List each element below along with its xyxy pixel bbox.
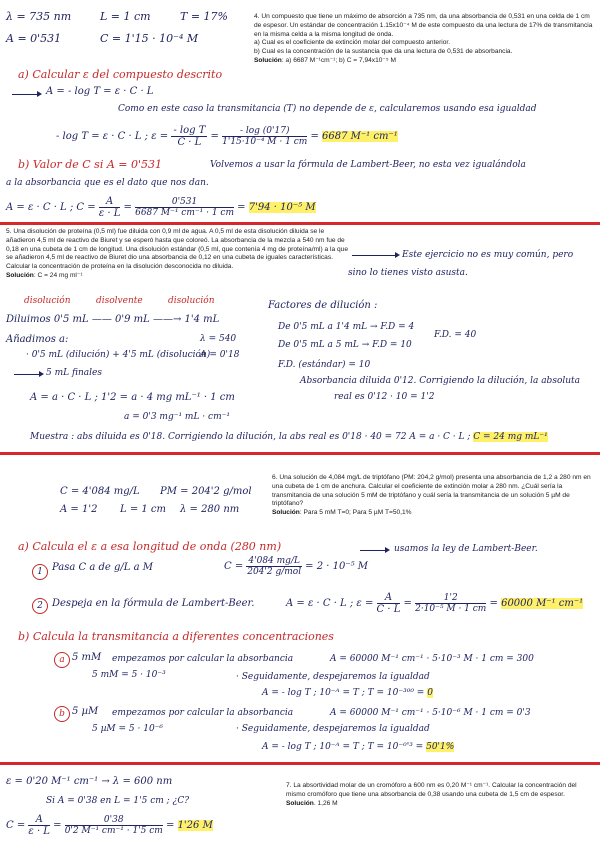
concentration-result: 1'26 M xyxy=(177,820,213,831)
step-2-text: Despeja en la fórmula de Lambert-Beer. xyxy=(52,598,255,609)
case-a-badge: a xyxy=(54,652,70,668)
problem-5-statement: 5. Una disolución de proteína (0,5 ml) fue diluida con 0,9 ml de agua. A 0,5 ml de esta disolución diluida se le añadieron 4,5 ml de reactivo de Biuret y se esperó hasta que coloreó. La absorbancia de la mezcla a 540 nm fue de 0,18 en una cubeta de 1 cm de longitud. Una disolución estándar (0,5 ml, que contenía 4 mg de proteína/ml) a la que se añadieron 4,5 ml de reactivo de Biuret dio una absorbancia de 0,12 en una cubeta de iguales características. Calcular la concentración de proteína en la disolución desconocida no diluida. Solución: C = 24 mg ml⁻¹ xyxy=(6,228,348,279)
correction-note: Absorbancia diluida 0'12. Corrigiendo la dilución, la absoluta xyxy=(300,376,581,386)
arrow xyxy=(360,550,388,551)
step-2-badge: 2 xyxy=(32,598,48,614)
dilution-factor-1: De 0'5 mL a 1'4 mL → F.D = 4 xyxy=(278,322,415,332)
problem-7-statement: 7. La absortividad molar de un cromóforo a 600 nm es 0,20 M⁻¹ cm⁻¹. Calcular la concentración del mismo cromóforo que tiene una absorbancia de 0,38 usando una cubeta de 1,5 cm de espesor. Solución. 1,26 M xyxy=(286,782,577,807)
note-lambert-beer: Volvemos a usar la fórmula de Lambert-Beer, no esta vez igualándola xyxy=(210,160,526,170)
part-a-title: a) Calcula el ε a esa longitud de onda (280 nm) xyxy=(18,540,282,553)
case-5uM-text: empezamos por calcular la absorbancia xyxy=(112,708,294,718)
correction-note-2: real es 0'12 · 10 = 1'2 xyxy=(334,392,435,402)
data-length: L = 1 cm xyxy=(100,10,151,23)
separator-line xyxy=(0,222,600,225)
concentration-result: 7'94 · 10⁻⁵ M xyxy=(248,202,316,213)
arrow xyxy=(352,255,398,256)
data-molar-mass: PM = 204'2 g/mol xyxy=(160,486,252,497)
data-transmittance: T = 17% xyxy=(180,10,228,23)
data-epsilon: ε = 0'20 M⁻¹ cm⁻¹ → λ = 600 nm xyxy=(6,776,173,787)
beer-standard: A = a · C · L ; 1'2 = a · 4 mg mL⁻¹ · 1 cm xyxy=(30,392,235,403)
label-add: Añadimos a: xyxy=(6,334,69,345)
case-5mM-transmittance: A = - log T ; 10⁻ᴬ = T ; T = 10⁻³⁰⁰ = 0 xyxy=(262,688,433,698)
data-concentration-mass: C = 4'084 mg/L xyxy=(60,486,140,497)
solve-concentration: C = $\frac{A}{\varepsilon \cdot L}$ = $\frac{0'38}{\text{0'2 M⁻¹ cm⁻¹ · 1'5 cm}}$ = 1'26 M xyxy=(6,814,213,837)
part-a-title: a) Calcular ε del compuesto descrito xyxy=(18,68,223,81)
solve-epsilon: - log T = ε · C · L ; ε = $\frac{\text{- log T}}{C \cdot L}$ = $\frac{- \log (0'17)}{\text{1'15·10⁻⁴ M · 1 cm}}$ = 6687 M⁻¹ cm⁻¹ xyxy=(56,125,398,148)
note-lambert-beer-2: a la absorbancia que es el dato que nos dan. xyxy=(6,178,209,188)
beer-law-equation: A = - log T = ε · C · L xyxy=(46,86,154,97)
case-5mM: 5 mM xyxy=(72,652,102,663)
note-lambert-beer: usamos la ley de Lambert-Beer. xyxy=(394,544,538,554)
protein-result: C = 24 mg mL⁻¹ xyxy=(473,432,548,442)
data-lambda: λ = 735 nm xyxy=(6,10,72,23)
part-b-title: b) Valor de C si A = 0'531 xyxy=(18,158,163,171)
sample-correction: Muestra : abs diluida es 0'18. Corrigiendo la dilución, la abs real es 0'18 · 40 = 72 A = a · C · L ; C = 24 mg mL⁻¹ xyxy=(30,432,548,442)
add-row: · 0'5 mL (dilución) + 4'5 mL (disolución) xyxy=(26,350,211,360)
step-1-badge: 1 xyxy=(32,564,48,580)
epsilon-result: 6687 M⁻¹ cm⁻¹ xyxy=(322,131,398,142)
data-absorbance: A = 0'531 xyxy=(6,32,62,45)
case-5uM-conversion: 5 µM = 5 · 10⁻⁶ xyxy=(92,724,164,734)
case-b-badge: b xyxy=(54,706,70,722)
separator-line xyxy=(0,762,600,765)
label-solution: disolución xyxy=(24,296,71,306)
note-uncommon: Este ejercicio no es muy común, pero xyxy=(402,250,574,260)
problem-6-statement: 6. Una solución de 4,084 mg/L de triptófano (PM: 204,2 g/mol) presenta una absorbancia de 1,2 a 280 nm en una cubeta de 1 cm de anchura. Calcular el coeficiente de extinción molar a 280 nm. ¿Cuál sería la transmitancia de una solución 5 mM de triptófano y cuál sería la transmitancia de un solución 5 µM de triptófano? Solución: Para 5 mM T=0; Para 5 µM T=50,1% xyxy=(272,474,591,517)
case-5mM-next: · Seguidamente, despejaremos la igualdad xyxy=(236,672,430,682)
data-question: Si A = 0'38 en L = 1'5 cm ; ¿C? xyxy=(46,796,190,806)
transmittance-5uM-result: 50'1% xyxy=(426,742,455,752)
data-length: L = 1 cm xyxy=(120,504,167,515)
note-uncommon-2: sino lo tienes visto asusta. xyxy=(348,268,468,278)
step-2-epsilon: A = ε · C · L ; ε = $\frac{A}{C \cdot L}$ = $\frac{1'2}{\text{2·10⁻⁵ M · 1 cm}}$ = 60000 M⁻¹ cm⁻¹ xyxy=(286,592,584,615)
step-1-text: Pasa C a de g/L a M xyxy=(52,562,153,573)
dilution-factor-2: De 0'5 mL a 5 mL → F.D = 10 xyxy=(278,340,412,350)
note-transmittance: Como en este caso la transmitancia (T) no depende de ε, calcularemos usando esa igualdad xyxy=(118,104,537,114)
data-wavelength: λ = 280 nm xyxy=(180,504,240,515)
data-concentration: C = 1'15 · 10⁻⁴ M xyxy=(100,32,199,45)
absorbance-018: A = 0'18 xyxy=(200,350,240,360)
dilution-factors-title: Factores de dilución : xyxy=(268,300,378,311)
case-5mM-conversion: 5 mM = 5 · 10⁻³ xyxy=(92,670,166,680)
arrow xyxy=(12,94,40,95)
lambda-540: λ = 540 xyxy=(200,334,237,344)
data-absorbance: A = 1'2 xyxy=(60,504,98,515)
absorptivity-result: a = 0'3 mg⁻¹ mL · cm⁻¹ xyxy=(124,412,230,422)
step-1-conversion: C = $\frac{4'084 mg/L}{\text{204'2 g/mol}}$ = 2 · 10⁻⁵ M xyxy=(224,556,369,577)
case-5mM-text: empezamos por calcular la absorbancia xyxy=(112,654,294,664)
epsilon-result: 60000 M⁻¹ cm⁻¹ xyxy=(501,598,584,609)
case-5uM-transmittance: A = - log T ; 10⁻ᴬ = T ; T = 10⁻⁰'³ = 50'1% xyxy=(262,742,455,752)
label-solution-2: disolución xyxy=(168,296,215,306)
transmittance-5mM-result: 0 xyxy=(427,688,433,698)
arrow xyxy=(14,374,42,375)
separator-line xyxy=(0,452,600,455)
final-volume: 5 mL finales xyxy=(46,368,102,378)
dilution-factor-total: F.D. = 40 xyxy=(434,330,477,340)
dilution-row: Diluimos 0'5 mL —— 0'9 mL ——→ 1'4 mL xyxy=(6,314,220,325)
case-5mM-absorbance: A = 60000 M⁻¹ cm⁻¹ · 5·10⁻³ M · 1 cm = 300 xyxy=(330,654,534,664)
label-solvent: disolvente xyxy=(96,296,143,306)
case-5uM: 5 µM xyxy=(72,706,99,717)
case-5uM-absorbance: A = 60000 M⁻¹ cm⁻¹ · 5·10⁻⁶ M · 1 cm = 0'3 xyxy=(330,708,531,718)
case-5uM-next: · Seguidamente, despejaremos la igualdad xyxy=(236,724,430,734)
problem-4-statement: 4. Un compuesto que tiene un máximo de absorción a 735 nm, da una absorbancia de 0,531 en una celda de 1 cm de espesor. Un estándar de concentración 1.15x10⁻⁴ M de este compuesto da una lectura de 17% de transmitancia en la misma celda a la misma longitud de onda. a) Cual es el coeficiente de extinción molar del compuesto anterior. b) Cual es la concentración de la sustancia que da una lectura de 0,531 de absorbancia. Solución: a) 6687 M⁻¹cm⁻¹; b) C = 7,94x10⁻⁵ M xyxy=(254,13,593,64)
solve-concentration: A = ε · C · L ; C = $\frac{A}{\varepsilon \cdot L}$ = $\frac{0'531}{\text{6687 M⁻¹ cm⁻¹ · 1 cm}}$ = 7'94 · 10⁻⁵ M xyxy=(6,196,316,219)
dilution-factor-standard: F.D. (estándar) = 10 xyxy=(278,360,371,370)
part-b-title: b) Calcula la transmitancia a diferentes concentraciones xyxy=(18,630,334,643)
